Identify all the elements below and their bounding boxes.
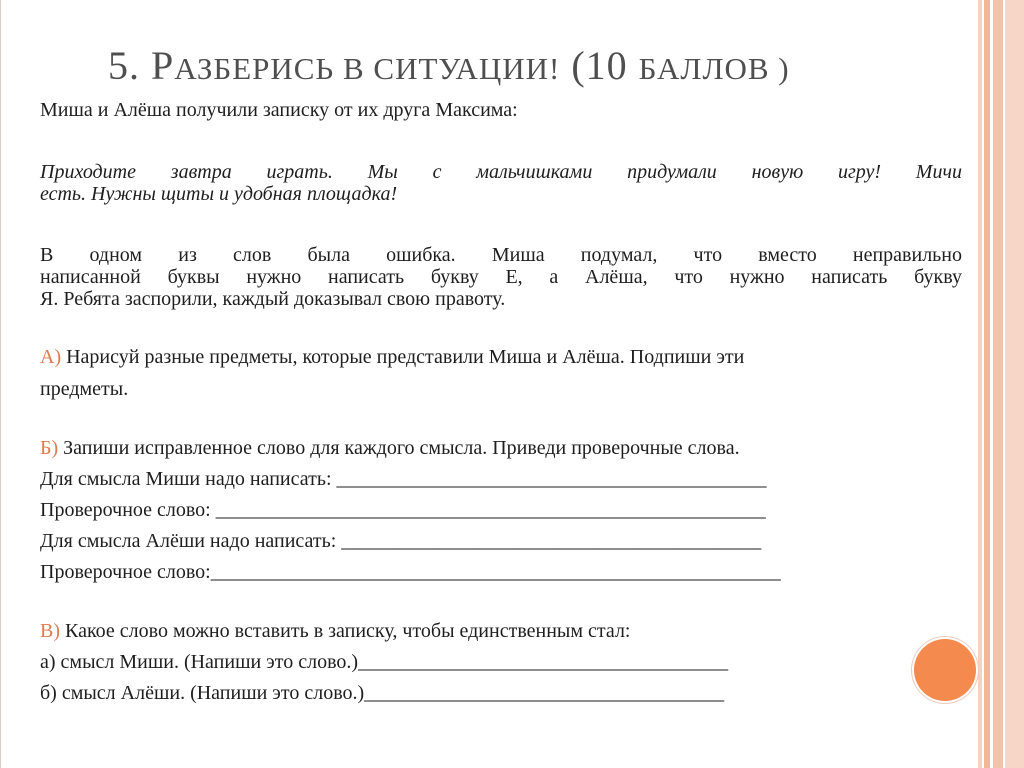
story-line-1: В одном из слов была ошибка. Миша подумал, что вместо неправильно — [40, 244, 962, 266]
task-c-line-1: В) Какое слово можно вставить в записку, чтобы единственным стал: — [40, 620, 631, 642]
task-a-line-2: предметы. — [40, 378, 129, 400]
slide-title: 5. РАЗБЕРИСЬ В СИТУАЦИИ! (10 БАЛЛОВ ) — [108, 43, 790, 88]
story-line-2: написанной буквы нужно написать букву Е, а Алёша, что нужно написать букву — [40, 266, 962, 288]
note-line-1: Приходите завтра играть. Мы с мальчишками придумали новую игру! Мичи — [40, 161, 962, 183]
note-line-2: есть. Нужны щиты и удобная площадка! — [40, 183, 398, 205]
check-word-field-2[interactable]: Проверочное слово:_________________________________________________________ — [40, 561, 781, 583]
task-a-line-1: А) Нарисуй разные предметы, которые представили Миша и Алёша. Подпиши эти — [40, 346, 745, 368]
mishas-word-field[interactable]: Для смысла Миши надо написать: ___________________________________________ — [40, 468, 767, 490]
task-c-option-b[interactable]: б) смысл Алёши. (Напиши это слово.)____________________________________ — [40, 682, 725, 704]
left-border-line — [0, 0, 1, 768]
task-b-line-1: Б) Запиши исправленное слово для каждого смысла. Приведи проверочные слова. — [40, 437, 740, 459]
right-decorative-stripes — [978, 0, 1024, 768]
task-a-label: А) — [40, 346, 62, 368]
task-c-label: В) — [40, 620, 60, 642]
orange-circle-decoration — [914, 639, 976, 701]
check-word-field-1[interactable]: Проверочное слово: _______________________________________________________ — [40, 499, 766, 521]
task-c-option-a[interactable]: а) смысл Миши. (Напиши это слово.)_____________________________________ — [40, 651, 729, 673]
story-line-3: Я. Ребята заспорили, каждый доказывал свою правоту. — [40, 288, 506, 310]
aleshas-word-field[interactable]: Для смысла Алёши надо написать: __________________________________________ — [40, 530, 762, 552]
task-b-label: Б) — [40, 437, 59, 459]
intro-text: Миша и Алёша получили записку от их друга Максима: — [40, 99, 518, 121]
